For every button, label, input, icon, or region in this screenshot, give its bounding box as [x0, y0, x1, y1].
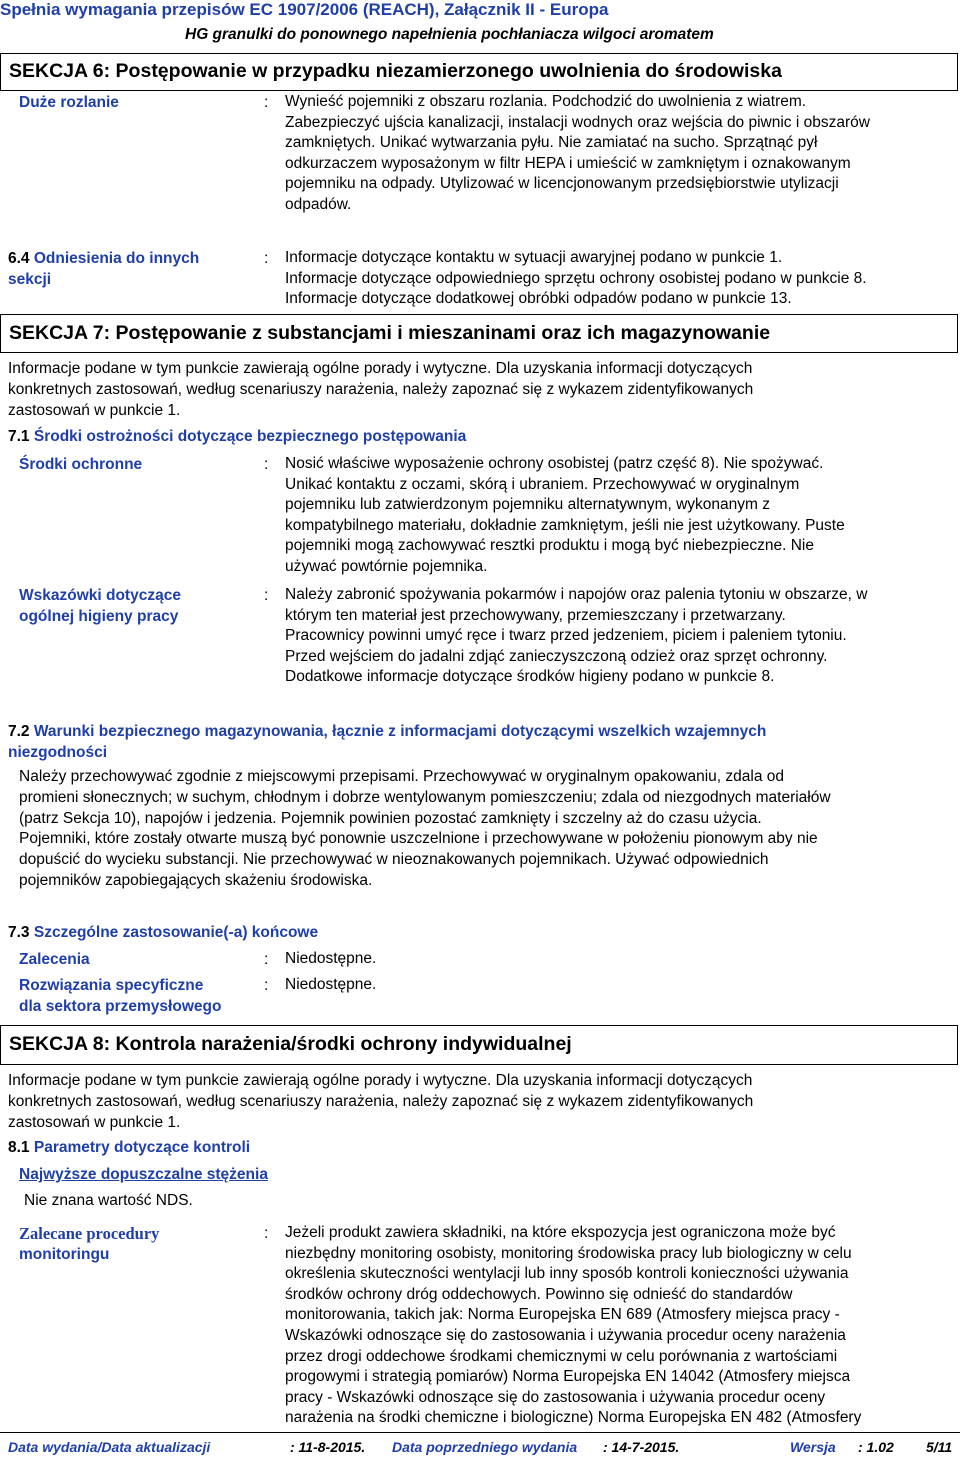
subsection-title: niezgodności [8, 744, 108, 761]
text-line: zastosowań w punkcie 1. [8, 401, 181, 419]
section-number: 7.3 [8, 924, 30, 941]
document-regulation-header: Spełnia wymagania przepisów EC 1907/2006 (REACH), Załącznik II - Europa [0, 0, 609, 19]
section-number: 8.1 [8, 1139, 30, 1156]
section-7-title: SEKCJA 7: Postępowanie z substancjami i mieszaninami oraz ich magazynowanie [0, 314, 958, 353]
text-line: Wskazówki odnoszące się do zastosowania i używania procedur oceny narażenia [285, 1326, 846, 1344]
label-line: Odniesienia do innych [33, 250, 200, 267]
label-line: Rozwiązania specyficzne [19, 977, 204, 994]
monitoring-text [285, 1223, 955, 1429]
text-line: Należy przechowywać zgodnie z miejscowymi przepisami. Przechowywać w oryginalnym opakowaniu, zdala od [19, 768, 784, 785]
section-number: 6.4 [8, 250, 30, 267]
text-line: odkurzaczem wyposażonym w filtr HEPA i umieścić w zamkniętym i oznakowanym [285, 154, 851, 172]
colon: : [264, 951, 269, 968]
monitoring-label [19, 1223, 159, 1265]
page-footer [0, 1432, 960, 1473]
oel-heading: Najwyższe dopuszczalne stężenia [19, 1166, 268, 1183]
subsection-title: Parametry dotyczące kontroli [33, 1139, 251, 1156]
text-line: konkretnych zastosowań, według scenariuszy narażenia, należy zapoznać się z wykazem zidentyfikowanych [8, 380, 754, 398]
section-6-title: SEKCJA 6: Postępowanie w przypadku niezamierzonego uwolnienia do środowiska [0, 53, 958, 91]
section-6-4-label [8, 248, 199, 290]
section-7-3-heading [8, 924, 318, 942]
text-line: (patrz Sekcja 10), napojów i jedzenia. Pojemnik powinien pozostać zamknięty i szczelny aż do czasu użycia. [19, 809, 762, 827]
text-line: Dodatkowe informacje dotyczące środków higieny podano w punkcie 8. [285, 668, 775, 686]
text-line: progowymi i strategią pomiarów) Norma Europejska EN 14042 (Atmosfery miejsca [285, 1368, 851, 1386]
text-line: narażenia na środki chemiczne i biologiczne) Norma Europejska EN 482 (Atmosfery [285, 1409, 862, 1427]
text-line: Informacje podane w tym punkcie zawierają ogólne porady i wytyczne. Dla uzyskania informacji dotyczących [8, 360, 753, 377]
section-7-1-heading [8, 428, 466, 446]
recommendations-value: Niedostępne. [285, 950, 377, 967]
text-line: Informacje dotyczące dodatkowej obróbki odpadów podano w punkcie 13. [285, 290, 792, 308]
label-line: Wskazówki dotyczące [19, 587, 181, 604]
section-7-2-heading [8, 721, 766, 763]
subsection-title: Szczególne zastosowanie(-a) końcowe [33, 924, 319, 941]
large-spills-text [285, 92, 955, 216]
text-line: Informacje podane w tym punkcie zawierają ogólne porady i wytyczne. Dla uzyskania informacji dotyczących [8, 1072, 753, 1089]
text-line: Zabezpieczyć ujścia kanalizacji, instalacji wodnych oraz wejścia do piwnic i obszarów [285, 113, 870, 131]
text-line: dopuścić do wycieku substancji. Nie przechowywać w nieoznakowanych pojemnikach. Używać odpowiednich [19, 851, 769, 869]
text-line: środków ochrony dróg oddechowych. Powinno się odnieść do standardów [285, 1285, 793, 1303]
text-line: Pojemniki, które zostały otwarte muszą być ponownie uszczelnione i przechowywane w położeniu pionowym aby nie [19, 830, 818, 848]
section-8-1-heading [8, 1139, 250, 1157]
text-line: odpadów. [285, 195, 352, 213]
subsection-title: Warunki bezpiecznego magazynowania, łącznie z informacjami dotyczącymi wszelkich wzajemnych [33, 723, 767, 740]
text-line: Unikać kontaktu z oczami, skórą i ubraniem. Przechowywać w oryginalnym [285, 475, 800, 493]
text-line: niezbędny monitoring osobisty, monitoring środowiska pracy lub biologiczny w celu [285, 1244, 852, 1262]
label-line: ogólnej higieny pracy [19, 608, 179, 625]
section-8-intro [8, 1071, 953, 1133]
colon: : [264, 1225, 269, 1242]
references-text [285, 248, 955, 310]
text-line: monitorowania, takich jak: Norma Europejska EN 689 (Atmosfery miejsca pracy - [285, 1306, 840, 1324]
hygiene-label [19, 585, 181, 627]
text-line: którym ten materiał jest przechowywany, przemieszczany i przetwarzany. [285, 606, 786, 624]
text-line: zamkniętych. Unikać wytwarzania pyłu. Nie zamiatać na sucho. Sprzątnąć pył [285, 134, 818, 152]
text-line: pojemniki mogą zachowywać resztki produktu i mogą być niebezpieczne. Nie [285, 537, 814, 555]
issue-date-value: : 11-8-2015. [290, 1439, 366, 1455]
recommendations-label: Zalecenia [19, 951, 90, 968]
industrial-solutions-value: Niedostępne. [285, 976, 377, 993]
text-line: określenia skuteczności wentylacji lub inny sposób kontroli konieczności używania [285, 1265, 849, 1283]
text-line: pojemniku lub zatwierdzonym pojemniku alternatywnym, wykonanym z [285, 496, 771, 514]
industrial-solutions-label [19, 975, 221, 1017]
text-line: konkretnych zastosowań, według scenariuszy narażenia, należy zapoznać się z wykazem zidentyfikowanych [8, 1092, 754, 1110]
text-line: Nosić właściwe wyposażenie ochrony osobistej (patrz część 8). Nie spożywać. [285, 455, 824, 472]
label-line: monitoringu [19, 1246, 110, 1263]
text-line: Jeżeli produkt zawiera składniki, na które ekspozycja jest ograniczona może być [285, 1224, 836, 1241]
product-name-header: HG granulki do ponownego napełnienia pochłaniacza wilgoci aromatem [185, 26, 714, 43]
section-number: 7.1 [8, 428, 30, 445]
section-7-intro [8, 359, 953, 421]
section-number: 7.2 [8, 723, 30, 740]
text-line: Informacje dotyczące kontaktu w sytuacji awaryjnej podano w punkcie 1. [285, 249, 783, 266]
text-line: pojemników zapobiegających skażeniu środowiska. [19, 871, 373, 889]
label-line: Zalecane procedury [19, 1224, 160, 1243]
colon: : [264, 977, 269, 994]
storage-text [19, 767, 959, 892]
version-value: : 1.02 [858, 1439, 894, 1455]
text-line: Należy zabronić spożywania pokarmów i napojów oraz palenia tytoniu w obszarze, w [285, 586, 868, 603]
text-line: Informacje dotyczące odpowiedniego sprzętu ochrony osobistej podano w punkcie 8. [285, 269, 867, 287]
label-line: dla sektora przemysłowego [19, 998, 222, 1015]
version-label: Wersja [790, 1439, 836, 1455]
text-line: przez drogi oddechowe środkami chemicznymi w celu porównania z wartościami [285, 1347, 838, 1365]
colon: : [264, 250, 269, 267]
large-spills-label: Duże rozlanie [19, 94, 119, 111]
text-line: zastosowań w punkcie 1. [8, 1113, 181, 1131]
protective-measures-text [285, 454, 955, 578]
text-line: pracy - Wskazówki odnoszące się do zastosowania i używania procedur oceny [285, 1388, 826, 1406]
colon: : [264, 94, 269, 111]
text-line: promieni słonecznych; w suchym, chłodnym i dobrze wentylowanym pomieszczeniu; zdala od niezgodnych materiałów [19, 788, 831, 806]
text-line: Przed wejściem do jadalni zdjąć zanieczyszczoną odzież oraz sprzęt ochronny. [285, 647, 828, 665]
text-line: kompatybilnego materiału, dokładnie zamkniętym, jeśli nie jest użytkowany. Puste [285, 516, 845, 534]
protective-measures-label: Środki ochronne [19, 456, 143, 473]
text-line: Pracownicy powinni umyć ręce i twarz przed jedzeniem, piciem i paleniem tytoniu. [285, 627, 847, 645]
oel-value: Nie znana wartość NDS. [24, 1192, 193, 1209]
label-line: sekcji [8, 271, 52, 288]
hygiene-text [285, 585, 955, 688]
colon: : [264, 456, 269, 473]
subsection-title: Środki ostrożności dotyczące bezpiecznego postępowania [33, 428, 467, 445]
colon: : [264, 587, 269, 604]
page-number: 5/11 [926, 1439, 953, 1455]
issue-date-label: Data wydania/Data aktualizacji [8, 1439, 211, 1455]
text-line: używać powtórnie pojemnika. [285, 557, 488, 575]
text-line: Wynieść pojemniki z obszaru rozlania. Podchodzić do uwolnienia z wiatrem. [285, 93, 807, 110]
previous-date-label: Data poprzedniego wydania [392, 1439, 578, 1455]
section-8-title: SEKCJA 8: Kontrola narażenia/środki ochrony indywidualnej [0, 1025, 958, 1065]
text-line: pojemniku na odpady. Utylizować w licencjonowanym przedsiębiorstwie utylizacji [285, 175, 839, 193]
previous-date-value: : 14-7-2015. [603, 1439, 680, 1455]
